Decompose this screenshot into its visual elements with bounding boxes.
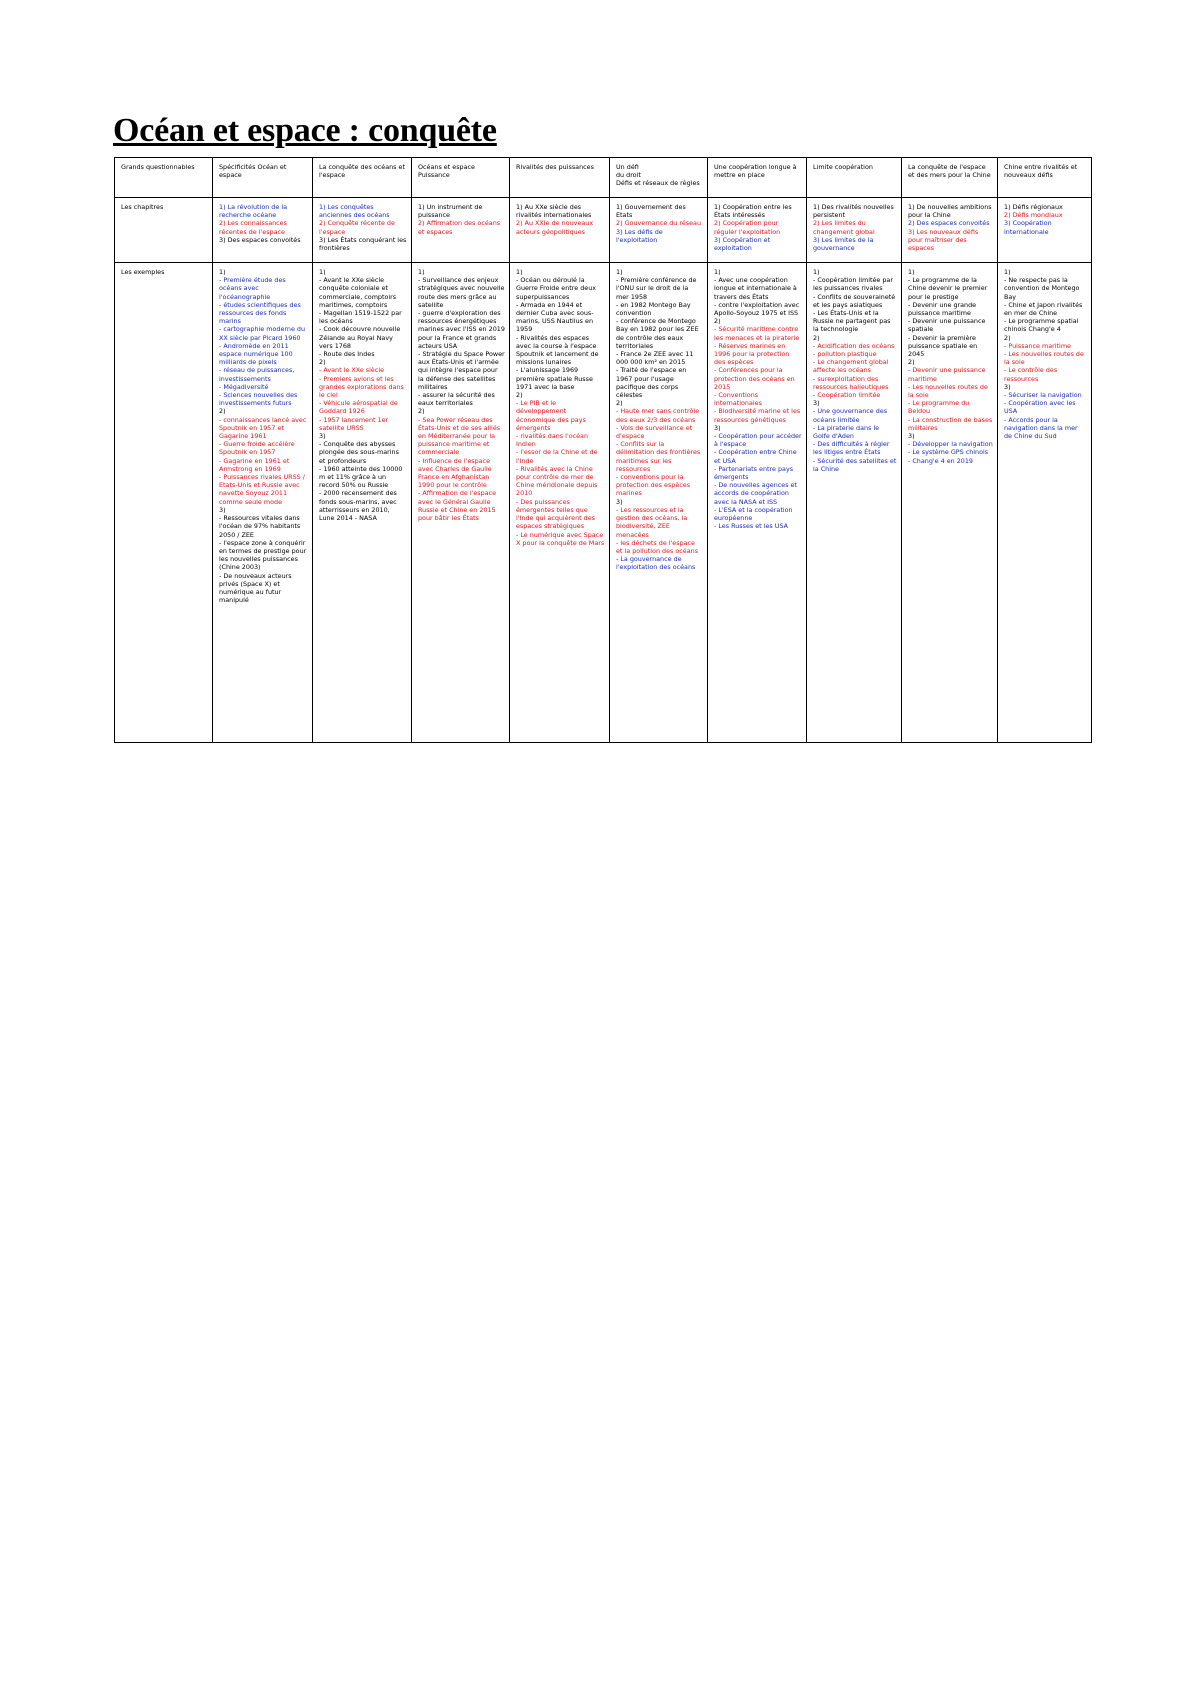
chapter-line: 1) Au XXe siècle des rivalités internationales <box>516 203 592 220</box>
example-line: - cartographie moderne du XX siècle par Picard 1960 <box>219 325 306 342</box>
example-line: - La construction de bases militaires <box>908 415 993 432</box>
example-line: 1) <box>516 268 523 276</box>
example-line: 3) <box>219 505 226 514</box>
table-cell <box>807 198 902 263</box>
table-cell <box>213 198 313 263</box>
example-line: - Devenir une puissance maritime <box>908 366 986 383</box>
example-line: - Conflits de souveraineté et les pays asiatiques <box>813 292 896 309</box>
example-line: - Coopération entre Chine et USA <box>714 448 797 465</box>
table-cell <box>708 198 807 263</box>
example-line: - Andromède en 2011 espace numérique 100 milliards de pixels <box>219 341 293 367</box>
example-line: - guerre d'exploration des ressources énergétiques marines avec l'ISS en 2019 pour la France et grands acteurs USA <box>418 309 505 350</box>
table-cell <box>610 198 708 263</box>
page-title: Océan et espace : conquête <box>113 112 497 149</box>
example-line: 1) <box>1004 268 1011 276</box>
chapter-line: 3) Coopération et exploitation <box>714 235 771 253</box>
example-line: - Guerre froide accélère Spoutnik en 1957 <box>219 440 295 457</box>
example-line: - Puissances rivales URSS / Etats-Unis et Russie avec navette Soyouz 2011 comme seule mode <box>219 473 305 506</box>
row-label-text: Les chapitres <box>121 203 164 211</box>
column-header-line: Puissance <box>418 171 450 180</box>
example-line: - Rivalités des espaces avec la course à l'espace Spoutnik et lancement de missions lunaires <box>516 333 599 367</box>
example-line: - Des puissances émergentes telles que l'Inde qui acquièrent des espaces stratégiques <box>516 497 595 531</box>
example-line: - Sécurité des satellites et la Chine <box>813 456 897 473</box>
example-line: - Conventions internationales <box>714 391 762 408</box>
example-line: - l'essor de la Chine et de l'Inde <box>516 448 598 465</box>
example-line: - Sécurité maritime contre les menaces et la piraterie <box>714 325 800 342</box>
example-line: - Conquête des abysses plongée des sous-marins et profondeurs <box>319 440 399 465</box>
chapters-row <box>115 198 1092 263</box>
example-line: - connaissances lancé avec Spoutnik en 1957 et Gagarine 1961 <box>219 415 307 441</box>
example-line: - Sciences nouvelles des investissements futurs <box>219 391 298 408</box>
example-line: - Coopération limitée par les puissances rivales <box>813 276 893 293</box>
example-line: - réseau de puissances, investissements <box>219 366 295 383</box>
column-header-line: Une coopération longue à mettre en place <box>714 163 797 180</box>
chapter-line: 3) Les défis de l'exploitation <box>616 227 663 244</box>
row-label-text: Les exemples <box>121 268 165 276</box>
example-line: 1) <box>813 268 820 276</box>
example-line: - Première étude des océans avec l'océanographie <box>219 276 286 301</box>
column-header-line: Océans et espace <box>418 163 475 171</box>
example-line: - Les États-Unis et la Russie ne partagent pas la technologie <box>813 309 891 334</box>
example-line: - Coopération limitée <box>813 391 881 400</box>
example-line: 3) <box>1004 382 1011 391</box>
table-cell <box>610 263 708 743</box>
chapter-line: 1) Coopération entre les États intéressés <box>714 203 792 220</box>
example-line: - 1960 atteinte des 10000 m et 11% grâce à un record 50% ou Russie <box>319 464 403 490</box>
table-cell <box>807 263 902 743</box>
column-header-line: Rivalités des puissances <box>516 163 594 171</box>
example-line: - Influence de l'espace avec Charles de Gaulle France en Afghanistan 1990 pour le contrôle <box>418 456 492 490</box>
example-line: 1) <box>714 268 721 276</box>
example-line: 3) <box>813 399 820 408</box>
chapter-line: 2) Coopération pour réguler l'exploitation <box>714 219 781 236</box>
chapter-line: 3) Coopération internationale <box>1004 219 1052 236</box>
example-line: 2) <box>908 358 915 367</box>
example-line: - L'alunissage 1969 première spatiale Russe 1971 avec la base <box>516 366 593 391</box>
example-line: - Avant le XXe siècle conquête coloniale et commerciale, comptoirs maritimes, comptoirs <box>319 276 397 309</box>
row-label <box>115 263 213 743</box>
example-line: - Le contrôle des ressources <box>1004 366 1058 383</box>
summary-table <box>114 157 1092 743</box>
chapter-line: 1) Gouvernement des Etats <box>616 203 686 220</box>
chapter-line: 1) De nouvelles ambitions pour la Chine <box>908 203 992 220</box>
example-line: - surexploitation des ressources halieutiques <box>813 374 889 391</box>
example-line: - les déchets de l'espace et la pollution des océans <box>616 538 699 555</box>
example-line: - l'espace zone à conquérir en termes de prestige pour les nouvelles puissances (Chine 2003) <box>219 538 307 572</box>
table-cell <box>902 198 998 263</box>
example-line: - Le système GPS chinois <box>908 448 989 457</box>
example-line: 1) <box>319 268 326 276</box>
example-line: - Biodiversité marine et les ressources génétiques <box>714 407 801 424</box>
example-line: 2) <box>418 407 425 416</box>
chapter-line: 2) Affirmation des océans et espaces <box>418 219 501 236</box>
example-line: - études scientifiques des ressources des fonds marins <box>219 300 301 326</box>
example-line: - Ressources vitales dans l'océan de 97% habitants 2050 / ZEE <box>219 514 301 539</box>
example-line: - France 2e ZEE avec 11 000 000 km² en 2015 <box>616 350 694 367</box>
example-line: 2) <box>1004 333 1011 342</box>
example-line: - assurer la sécurité des eaux territoriales <box>418 391 495 408</box>
example-line: - De nouvelles agences et accords de coopération avec la NASA et ISS <box>714 481 797 506</box>
example-line: - Stratégie du Space Power aux États-Unis et l'armée qui intègre l'espace pour la défense des satellites militaires <box>418 350 505 391</box>
column-header-line: La conquête des océans et l'espace <box>319 163 405 180</box>
example-line: - Surveillance des enjeux stratégiques avec nouvelle route des mers grâce au satellite <box>418 276 505 309</box>
example-line: - Traité de l'espace en 1967 pour l'usage pacifique des corps célestes <box>616 366 687 400</box>
example-line: - Armada en 1944 et dernier Cuba avec sous-marins, USS Nautilus en 1959 <box>516 300 594 334</box>
example-line: - Le programme spatial chinois Chang'e 4 <box>1004 317 1079 334</box>
example-line: 1) <box>616 268 623 276</box>
header-row <box>115 158 1092 198</box>
table-cell <box>213 158 313 198</box>
example-line: - Avec une coopération longue et internationale à travers des États <box>714 276 797 301</box>
example-line: - Affirmation de l'espace avec le Général Gaulle Russie et Chine en 2015 pour bâtir les États <box>418 489 497 523</box>
example-line: 2) <box>714 317 721 326</box>
example-line: - Les nouvelles routes de la soie <box>908 382 988 400</box>
chapter-line: 1) La révolution de la recherche océane <box>219 203 288 220</box>
table-cell <box>902 263 998 743</box>
examples-row <box>115 263 1092 743</box>
example-line: - Devenir une grande puissance maritime <box>908 300 977 318</box>
example-line: 1) <box>418 268 425 276</box>
table-cell <box>313 198 412 263</box>
table-cell <box>510 263 610 743</box>
chapter-line: 2) Gouvernance du réseau <box>616 219 702 228</box>
example-line: - Avant le XXe siècle <box>319 366 385 375</box>
table-cell <box>213 263 313 743</box>
chapter-line: 1) Les conquêtes anciennes des océans <box>319 203 390 220</box>
example-line: - Le programme de la Chine devenir le premier pour le prestige <box>908 276 988 301</box>
example-line: - Sea Power réseau des États-Unis et de ses alliés en Méditerranée pour la puissance maritime et commerciale <box>418 415 501 457</box>
example-line: 2) <box>516 391 523 400</box>
example-line: - en 1982 Montego Bay convention <box>616 300 691 318</box>
example-line: - Mégadiversité <box>219 382 269 391</box>
column-header-line: Limite coopération <box>813 163 873 171</box>
example-line: - 1957 lancement 1er satellite URSS <box>319 415 389 432</box>
example-line: - 2000 recensement des fonds sous-marins, avec atterrisseurs en 2010, Lune 2014 - NASA <box>319 489 397 523</box>
column-header-line: Défis et réseaux de règles <box>616 179 700 188</box>
example-line: - Cook découvre nouvelle Zélande au Royal Navy vers 1768 <box>319 325 401 350</box>
example-line: - Une gouvernance des océans limitée <box>813 407 888 424</box>
example-line: - rivalités dans l'océan Indien <box>516 432 589 449</box>
table-cell <box>313 263 412 743</box>
table-cell <box>902 158 998 198</box>
chapter-line: 1) Défis régionaux <box>1004 203 1063 211</box>
example-line: - Conflits sur la délimitation des frontières maritimes sur les ressources <box>616 440 701 473</box>
chapter-line: 2) Défis mondiaux <box>1004 211 1063 220</box>
example-line: 2) <box>219 407 226 416</box>
example-line: - Partenariats entre pays émergents <box>714 464 794 482</box>
example-line: 2) <box>319 358 326 367</box>
example-line: - conventions pour la protection des espèces marines <box>616 473 691 498</box>
example-line: - Première conférence de l'ONU sur le droit de la mer 1958 <box>616 276 697 301</box>
example-line: - Des difficultés à régler les litiges entre États <box>813 440 890 457</box>
example-line: - Réserves marines en 1996 pour la protection des espèces <box>714 341 790 367</box>
row-label <box>115 198 213 263</box>
column-header-line: La conquête de l'espace et des mers pour la Chine <box>908 163 991 180</box>
example-line: - Coopération pour accéder à l'espace <box>714 432 802 449</box>
example-line: - Véhicule aérospatial de Goddard 1926 <box>319 399 398 416</box>
example-line: - Sécuriser la navigation <box>1004 391 1082 400</box>
example-line: - Vols de surveillance et d'espace <box>616 423 693 441</box>
chapter-line: 1) Des rivalités nouvelles persistent <box>813 203 894 220</box>
example-line: 1) <box>219 268 226 276</box>
example-line: 3) <box>616 497 623 506</box>
chapter-line: 2) Conquête récente de l'espace <box>319 219 395 236</box>
table-cell <box>313 158 412 198</box>
table-cell <box>412 158 510 198</box>
example-line: - Haute mer sans contrôle des eaux 2/3 des océans <box>616 407 700 424</box>
example-line: 2) <box>813 333 820 342</box>
column-header-line: du droit <box>616 171 641 180</box>
table-cell <box>510 158 610 198</box>
example-line: - pollution plastique <box>813 350 877 359</box>
example-line: - Accords pour la navigation dans la mer de Chine du Sud <box>1004 415 1078 441</box>
example-line: - Le PIB et le développement économique des pays émergents <box>516 399 586 432</box>
example-line: - Développer la navigation <box>908 440 993 449</box>
example-line: - Ne respecte pas la convention de Montego Bay <box>1004 276 1080 301</box>
chapter-line: 2) Les limites du changement global <box>813 219 875 236</box>
example-line: - Conférences pour la protection des océans en 2015 <box>714 366 795 391</box>
example-line: - La piraterie dans le Golfe d'Aden <box>813 423 880 441</box>
chapter-line: 2) Au XXIe de nouveaux acteurs géopolitiques <box>516 219 594 236</box>
chapter-line: 2) Des espaces convoités <box>908 219 990 228</box>
example-line: - conférence de Montego Bay en 1982 pour les ZEE de contrôle des eaux territoriales <box>616 317 699 350</box>
example-line: 3) <box>319 432 326 441</box>
table-cell <box>998 263 1092 743</box>
example-line: 1) <box>908 268 915 276</box>
example-line: - contre l'exploitation avec Apollo-Soyouz 1975 et ISS <box>714 300 800 318</box>
example-line: - Puissance maritime <box>1004 341 1071 350</box>
column-header-line: Spécificités Océan et espace <box>219 163 287 180</box>
example-line: - Devenir une puissance spatiale <box>908 317 986 334</box>
example-line: - Les nouvelles routes de la soie <box>1004 350 1084 367</box>
example-line: - Chang'e 4 en 2019 <box>908 456 973 465</box>
table-cell <box>708 158 807 198</box>
chapter-line: 3) Les limites de la gouvernance <box>813 235 874 253</box>
chapter-line: 2) Les connaissances récentes de l'espace <box>219 219 287 236</box>
example-line: - Océan ou déroulé la Guerre Froide entre deux superpuissances <box>516 276 597 301</box>
example-line: 3) <box>714 423 721 432</box>
example-line: - Chine et Japon rivalités en mer de Chine <box>1004 300 1083 318</box>
example-line: - Le changement global affecte les océans <box>813 358 889 375</box>
example-line: - Le programme du Beidou <box>908 399 970 416</box>
example-line: - L'ESA et la coopération européenne <box>714 505 793 523</box>
example-line: - Les ressources et la gestion des océans, la biodiversité, ZEE menacées <box>616 505 688 539</box>
chapter-line: 3) Des espaces convoités <box>219 235 301 244</box>
table-cell <box>708 263 807 743</box>
table-cell <box>998 198 1092 263</box>
example-line: - Coopération avec les USA <box>1004 399 1076 416</box>
example-line: 2) <box>616 399 623 408</box>
table-cell <box>610 158 708 198</box>
chapter-line: 3) Les États conquérant les frontières <box>319 235 407 253</box>
table-cell <box>412 198 510 263</box>
example-line: - Acidification des océans <box>813 341 895 350</box>
column-header-line: Un défi <box>616 163 639 171</box>
table-cell <box>807 158 902 198</box>
example-line: - Le numérique avec Space X pour la conquête de Mars <box>516 530 605 547</box>
row-label <box>115 158 213 198</box>
chapter-line: 1) Un instrument de puissance <box>418 203 483 220</box>
example-line: - Premiers avions et les grandes explorations dans le ciel <box>319 374 404 400</box>
example-line: - La gouvernance de l'exploitation des océans <box>616 555 696 572</box>
table-cell <box>510 198 610 263</box>
column-header-line: Chine entre rivalités et nouveaux défis <box>1004 163 1078 180</box>
example-line: - Route des Indes <box>319 350 375 359</box>
example-line: - De nouveaux acteurs privés (Space X) et numérique au futur manipulé <box>219 571 292 605</box>
chapter-line: 3) Les nouveaux défis pour maîtriser des espaces <box>908 227 979 253</box>
example-line: - Rivalités avec la Chine pour contrôle de mer de Chine méridionale depuis 2010 <box>516 464 598 498</box>
example-line: - Les Russes et les USA <box>714 522 788 531</box>
example-line: - Magellan 1519-1522 par les océans <box>319 309 402 326</box>
table-cell <box>998 158 1092 198</box>
example-line: - Devenir la première puissance spatiale en 2045 <box>908 333 978 359</box>
row-label-text: Grands questionnables <box>121 163 195 171</box>
example-line: 3) <box>908 432 915 441</box>
table-cell <box>412 263 510 743</box>
example-line: - Gagarine en 1961 et Armstrong en 1969 <box>219 456 290 473</box>
